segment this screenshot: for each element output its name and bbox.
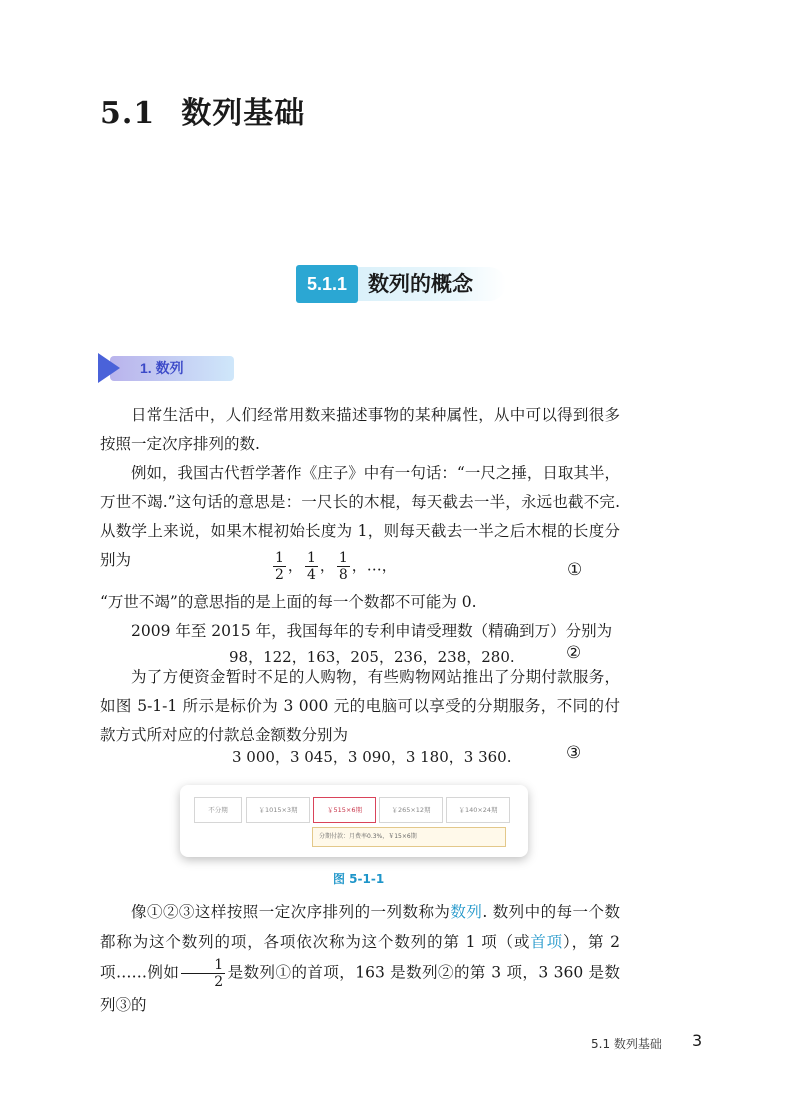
- option-3-months: ￥1015×3期: [246, 797, 310, 823]
- equation-2: 98，122，163，205，236，238，280.: [229, 648, 515, 666]
- equation-3: 3 000，3 045，3 090，3 180，3 360.: [232, 748, 512, 766]
- paragraph-intro: 日常生活中，人们经常用数来描述事物的某种属性，从中可以得到很多按照一定次序排列的数.: [100, 406, 620, 453]
- subsection-title: 1. 数列: [140, 360, 184, 376]
- inline-fraction: $\frac{1}{2}$: [181, 957, 225, 990]
- figure-caption: 图 5-1-1: [333, 872, 385, 886]
- section-banner: [296, 265, 508, 303]
- fraction: $\frac{1}{8}$: [338, 550, 348, 583]
- term-sequence: 数列: [450, 903, 483, 921]
- section-title: 数列的概念: [368, 272, 473, 296]
- term-first-term: 首项: [530, 933, 564, 951]
- arrow-icon: [98, 353, 120, 383]
- chapter-title: [100, 88, 305, 132]
- option-6-months: ￥515×6期: [313, 797, 376, 823]
- equation-3-marker: ③: [566, 743, 582, 763]
- option-24-months: ￥140×24期: [446, 797, 510, 823]
- fraction: $\frac{1}{2}$: [275, 550, 284, 583]
- paragraph-zhuangzi: 例如，我国古代哲学著作《庄子》中有一句话：“一尺之捶，日取其半，万世不竭.”这句话的意思是：一尺长的木棍，每天截去一半，永远也截不完. 从数学上来说，如果木棍初始长度为 1，则每天截去一半之后木棍的长度分别为: [100, 464, 620, 569]
- chapter-number: 5.1: [100, 96, 156, 131]
- page-number: 3: [692, 1031, 703, 1050]
- paragraph-installment: 为了方便资金暂时不足的人购物，有些购物网站推出了分期付款服务，如图 5-1-1 所示是标价为 3 000 元的电脑可以享受的分期服务，不同的付款方式所对应的付款总金额数分别为: [100, 668, 620, 744]
- fraction: $\frac{1}{4}$: [306, 550, 316, 583]
- option-no-installment: 不分期: [194, 797, 242, 823]
- installment-figure: [180, 785, 528, 857]
- running-footer: 5.1 数列基础: [591, 1037, 662, 1051]
- subsection-banner: [98, 353, 238, 384]
- paragraph-wanshi: “万世不竭”的意思指的是上面的每一个数都不可能为 0.: [100, 593, 477, 611]
- equation-1-marker: ①: [567, 560, 583, 580]
- paragraph-patents: 2009 年至 2015 年，我国每年的专利申请受理数（精确到万）分别为: [131, 622, 613, 640]
- section-number: 5.1.1: [296, 265, 358, 303]
- option-12-months: ￥265×12期: [379, 797, 443, 823]
- equation-2-marker: ②: [566, 643, 582, 663]
- installment-note: 分期付款：月费率0.3%，￥15×6期: [312, 827, 506, 847]
- paragraph-definition: 像①②③这样按照一定次序排列的一列数称为数列. 数列中的每一个数都称为这个数列的项，各项依次称为这个数列的第 1 项（或首项），第 2 项……例如 $\frac{1}{2}$ 是数列①的首项，163 是数列②的第 3 项，3 360 是数列③的: [100, 903, 620, 1014]
- equation-1: $\frac{1}{2}$ ， $\frac{1}{4}$ ， $\frac{1}{8}$ ，…，: [275, 550, 397, 583]
- chapter-name: 数列基础: [181, 96, 306, 131]
